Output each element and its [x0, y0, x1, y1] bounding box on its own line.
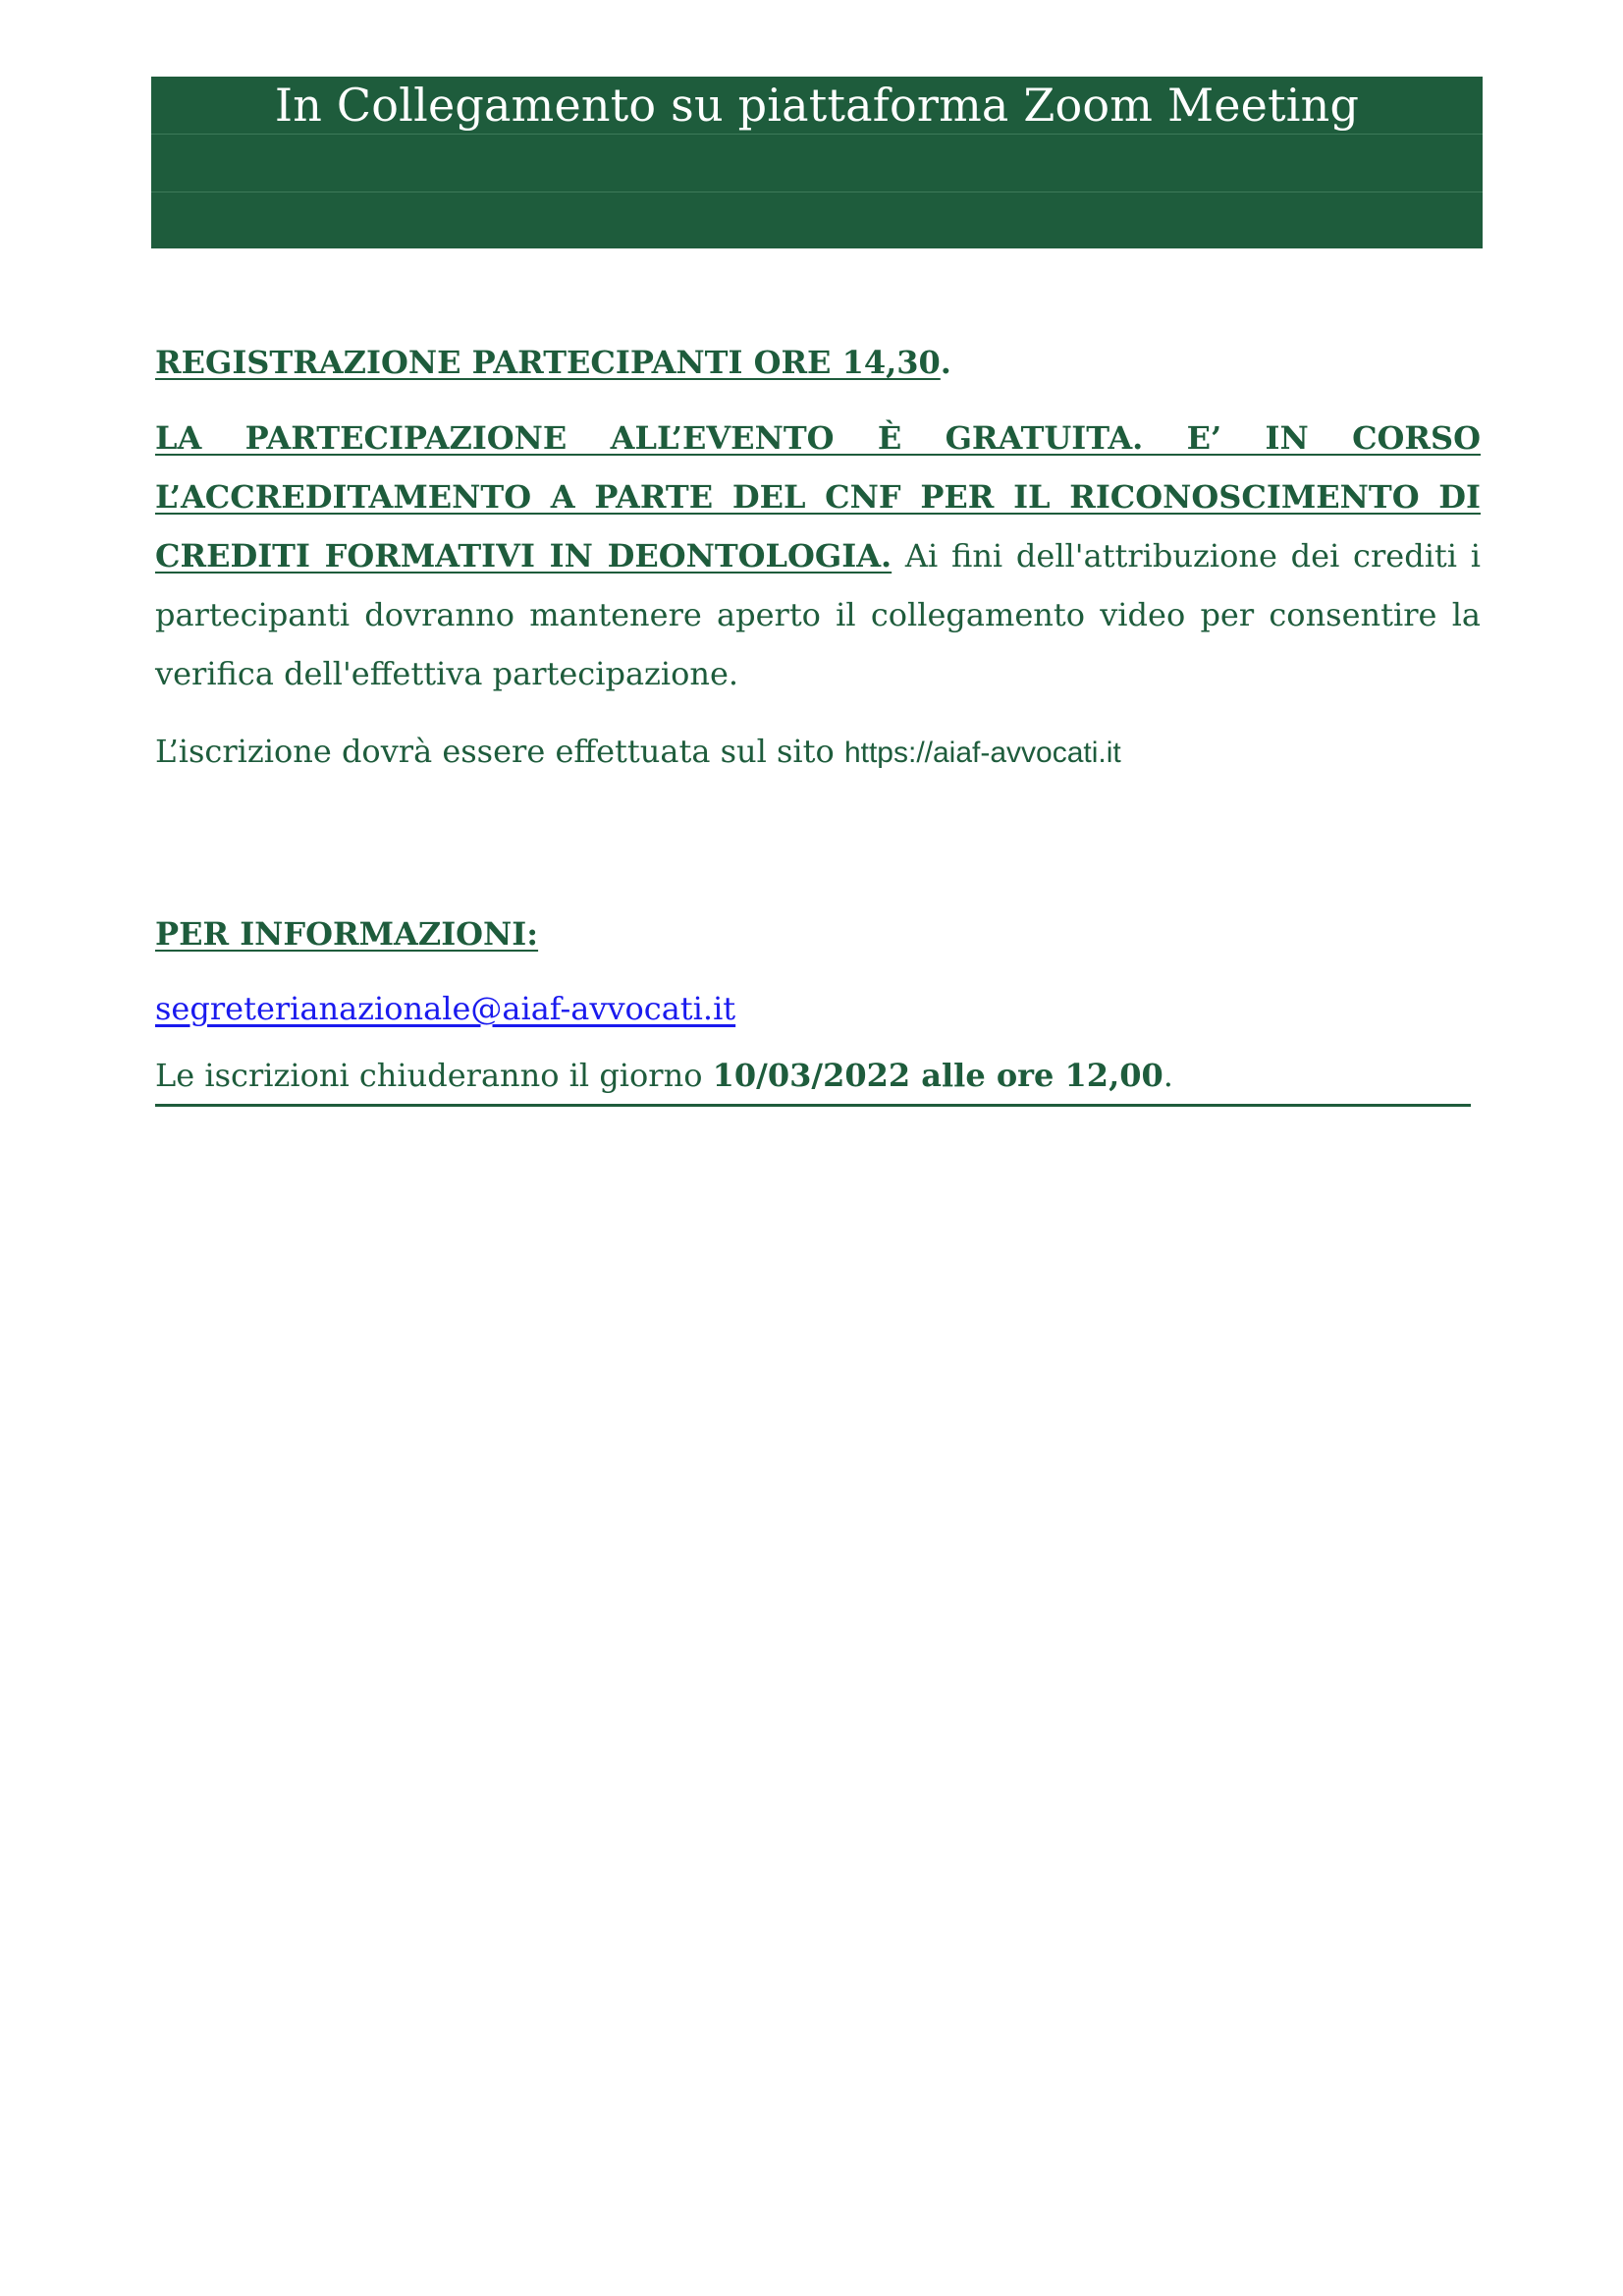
info-heading-text: PER INFORMAZIONI:: [155, 915, 539, 953]
participation-bold-text: LA PARTECIPAZIONE ALL’EVENTO È GRATUITA. E’ IN CORSO L’ACCREDITAMENTO A PARTE DEL CNF PER IL RICONOSCIMENTO DI CREDITI FORMATIVI IN DEONTOLOGIA.: [155, 419, 1481, 574]
participation-normal-text: Ai fini dell'attribuzione dei crediti i partecipanti dovranno mantenere aperto il collegamento video per consentire la verifica dell'effettiva partecipazione.: [155, 537, 1481, 692]
banner-empty-row: [151, 135, 1483, 192]
closing-line: [155, 1057, 1481, 1094]
contact-email-link[interactable]: segreterianazionale@aiaf-avvocati.it: [155, 990, 736, 1027]
banner-empty-row: [151, 192, 1483, 248]
document-body: [155, 344, 1481, 1107]
enrollment-line: [155, 733, 1481, 770]
registration-line: [155, 344, 1481, 381]
banner-title-row: [151, 77, 1483, 135]
closing-text: Le iscrizioni chiuderanno il giorno: [155, 1057, 713, 1094]
participation-paragraph: [155, 409, 1481, 703]
banner-title: In Collegamento su piattaforma Zoom Meeting: [274, 79, 1360, 132]
header-banner: [151, 77, 1483, 248]
enrollment-url[interactable]: https://aiaf-avvocati.it: [843, 737, 1121, 769]
horizontal-rule: [155, 1104, 1471, 1107]
registration-text: REGISTRAZIONE PARTECIPANTI ORE 14,30: [155, 344, 941, 381]
registration-suffix: .: [940, 344, 951, 381]
closing-suffix: .: [1163, 1057, 1173, 1094]
info-heading: [155, 915, 1481, 953]
closing-date: 10/03/2022 alle ore 12,00: [712, 1057, 1163, 1094]
enrollment-text: L’iscrizione dovrà essere effettuata sul sito: [155, 733, 844, 770]
